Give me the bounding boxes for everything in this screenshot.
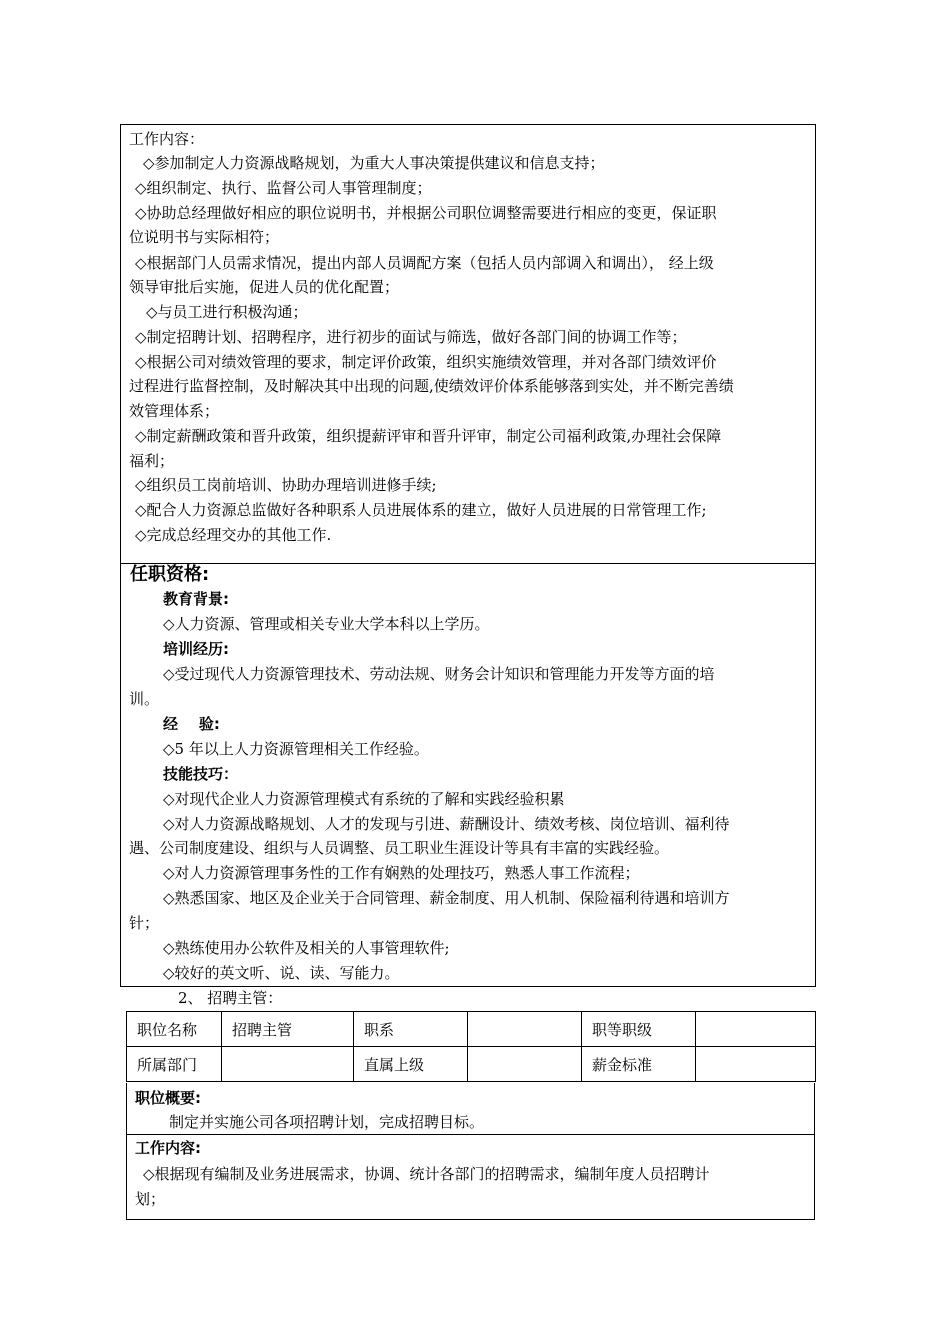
work-item: ◇制定薪酬政策和晋升政策，组织提薪评审和晋升评审，制定公司福利政策,办理社会保障 (135, 427, 722, 445)
table-cell (696, 1012, 816, 1047)
table-cell: 职位名称 (127, 1012, 222, 1047)
table-cell: 直属上级 (354, 1047, 468, 1082)
skill-item: ◇较好的英文听、说、读、写能力。 (163, 964, 400, 982)
table-cell (468, 1047, 582, 1082)
table-cell: 薪金标准 (582, 1047, 696, 1082)
work-item: ◇与员工进行积极沟通； (146, 303, 308, 321)
skills-title: 技能技巧： (163, 765, 239, 783)
summary-title: 职位概要: (135, 1089, 201, 1107)
training-item: ◇受过现代人力资源管理技术、劳动法规、财务会计知识和管理能力开发等方面的培 (163, 665, 715, 683)
work-content-title: 工作内容： (129, 130, 205, 148)
work-item: ◇组织制定、执行、监督公司人事管理制度； (135, 179, 432, 197)
work-item: 领导审批后实施，促进人员的优化配置； (129, 278, 400, 296)
table-cell (222, 1047, 354, 1082)
table-cell: 职等职级 (582, 1012, 696, 1047)
table-row (127, 1047, 816, 1082)
job-info-table (126, 1011, 816, 1082)
skill-item: ◇对人力资源战略规划、人才的发现与引进、薪酬设计、绩效考核、岗位培训、福利待 (163, 815, 730, 833)
experience-title: 经 验: (163, 715, 220, 733)
skill-item: 遇、公司制度建设、组织与人员调整、员工职业生涯设计等具有丰富的实践经验。 (129, 839, 670, 857)
skill-item: ◇对人力资源管理事务性的工作有娴熟的处理技巧，熟悉人事工作流程； (163, 864, 640, 882)
table-cell: 职系 (354, 1012, 468, 1047)
skill-item: 针； (129, 914, 160, 932)
training-item: 训。 (129, 690, 160, 708)
table-cell (696, 1047, 816, 1082)
qualification-title: 任职资格: (130, 564, 210, 585)
work-item: ◇根据部门人员需求情况，提出内部人员调配方案（包括人员内部调入和调出）， 经上级 (135, 254, 714, 272)
skill-item: ◇对现代企业人力资源管理模式有系统的了解和实践经验积累 (163, 790, 565, 808)
work-item: 划； (135, 1190, 166, 1208)
training-title: 培训经历: (163, 640, 229, 658)
education-item: ◇人力资源、管理或相关专业大学本科以上学历。 (163, 615, 490, 633)
table-row (127, 1012, 816, 1047)
work-content-title-2: 工作内容: (135, 1139, 201, 1157)
education-title: 教育背景: (163, 590, 229, 608)
work-item: ◇根据公司对绩效管理的要求，制定评价政策，组织实施绩效管理，并对各部门绩效评价 (135, 353, 717, 371)
work-item: 过程进行监督控制，及时解决其中出现的问题,使绩效评价体系能够落到实处，并不断完善绩 (129, 377, 734, 395)
work-item: 福利； (129, 452, 175, 470)
experience-item: ◇5 年以上人力资源管理相关工作经验。 (163, 740, 429, 758)
work-item: ◇组织员工岗前培训、协助办理培训进修手续; (135, 476, 437, 494)
work-item: ◇配合人力资源总监做好各种职系人员进展体系的建立，做好人员进展的日常管理工作; (135, 501, 707, 519)
section-heading: 2、 招聘主管： (178, 989, 283, 1007)
table-cell: 所属部门 (127, 1047, 222, 1082)
table-cell (468, 1012, 582, 1047)
work-item: ◇根据现有编制及业务进展需求，协调、统计各部门的招聘需求，编制年度人员招聘计 (143, 1165, 710, 1183)
work-item: 位说明书与实际相符； (129, 228, 280, 246)
work-item: ◇制定招聘计划、招聘程序，进行初步的面试与筛选，做好各部门间的协调工作等； (135, 328, 687, 346)
work-item: ◇参加制定人力资源战略规划，为重大人事决策提供建议和信息支持； (143, 154, 605, 172)
work-item: 效管理体系； (129, 402, 220, 420)
table-cell: 招聘主管 (222, 1012, 354, 1047)
skill-item: ◇熟悉国家、地区及企业关于合同管理、薪金制度、用人机制、保险福利待遇和培训方 (163, 889, 730, 907)
summary-item: 制定并实施公司各项招聘计划，完成招聘目标。 (169, 1113, 485, 1131)
work-item: ◇协助总经理做好相应的职位说明书，并根据公司职位调整需要进行相应的变更，保证职 (135, 204, 717, 222)
work-item: ◇完成总经理交办的其他工作. (135, 526, 332, 544)
skill-item: ◇熟练使用办公软件及相关的人事管理软件; (163, 939, 450, 957)
